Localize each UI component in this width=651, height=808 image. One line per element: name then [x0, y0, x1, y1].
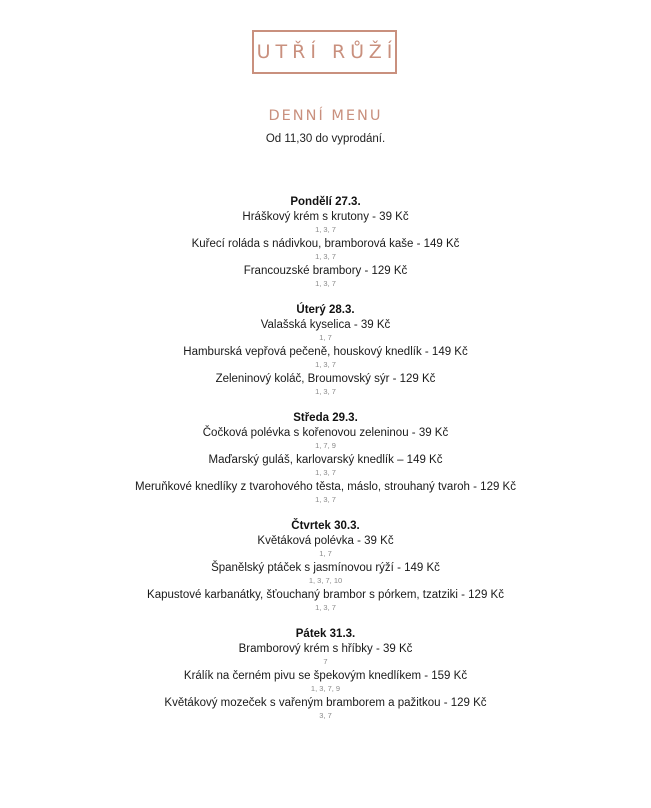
day-section	[0, 519, 651, 614]
dish-name: Kuřecí roláda s nádivkou, bramborová kaše - 149 Kč	[191, 238, 460, 250]
dish-allergens: 1, 7	[319, 333, 332, 342]
dish-name: Bramborový krém s hříbky - 39 Kč	[238, 643, 413, 655]
dish-name: Španělský ptáček s jasmínovou rýží - 149 Kč	[211, 562, 440, 574]
day-section	[0, 303, 651, 398]
days-list	[0, 195, 651, 735]
dish-name: Hráškový krém s krutony - 39 Kč	[242, 211, 409, 223]
day-heading: Úterý 28.3.	[296, 304, 355, 316]
dish-allergens: 1, 3, 7	[315, 468, 336, 477]
day-section	[0, 627, 651, 722]
day-section	[0, 411, 651, 506]
dish-name: Maďarský guláš, karlovarský knedlík – 149 Kč	[208, 454, 443, 466]
page-title: DENNÍ MENU	[268, 108, 383, 124]
logo-text: UTŘÍ RŮŽÍ	[256, 41, 398, 63]
dish-allergens: 1, 3, 7	[315, 495, 336, 504]
dish-name: Květáková polévka - 39 Kč	[257, 535, 394, 547]
dish-name: Kapustové karbanátky, šťouchaný brambor s pórkem, tzatziki - 129 Kč	[147, 589, 504, 601]
dish-name: Králík na černém pivu se špekovým knedlíkem - 159 Kč	[183, 670, 468, 682]
dish-allergens: 1, 3, 7	[315, 252, 336, 261]
dish-allergens: 1, 3, 7	[315, 603, 336, 612]
dish-name: Meruňkové knedlíky z tvarohového těsta, máslo, strouhaný tvaroh - 129 Kč	[135, 481, 516, 493]
dish-name: Zeleninový koláč, Broumovský sýr - 129 Kč	[215, 373, 436, 385]
day-section	[0, 195, 651, 290]
day-heading: Pondělí 27.3.	[290, 196, 361, 208]
dish-allergens: 3, 7	[319, 711, 332, 720]
dish-allergens: 1, 7, 9	[315, 441, 336, 450]
dish-allergens: 1, 3, 7	[315, 387, 336, 396]
dish-name: Francouzské brambory - 129 Kč	[243, 265, 408, 277]
dish-allergens: 1, 3, 7, 9	[310, 684, 341, 693]
page-subtitle: Od 11,30 do vyprodání.	[265, 133, 386, 145]
dish-name: Hamburská vepřová pečeně, houskový knedlík - 149 Kč	[183, 346, 468, 358]
dish-allergens: 1, 7	[319, 549, 332, 558]
day-heading: Středa 29.3.	[293, 412, 358, 424]
dish-allergens: 1, 3, 7	[315, 225, 336, 234]
dish-allergens: 1, 3, 7	[315, 279, 336, 288]
logo	[252, 30, 397, 74]
dish-name: Čočková polévka s kořenovou zeleninou - 39 Kč	[202, 427, 449, 439]
dish-allergens: 1, 3, 7, 10	[308, 576, 343, 585]
day-heading: Pátek 31.3.	[295, 628, 356, 640]
dish-name: Valašská kyselica - 39 Kč	[260, 319, 391, 331]
day-heading: Čtvrtek 30.3.	[291, 520, 360, 532]
dish-name: Květákový mozeček s vařeným bramborem a pažitkou - 129 Kč	[164, 697, 487, 709]
dish-allergens: 1, 3, 7	[315, 360, 336, 369]
dish-allergens: 7	[323, 657, 328, 666]
